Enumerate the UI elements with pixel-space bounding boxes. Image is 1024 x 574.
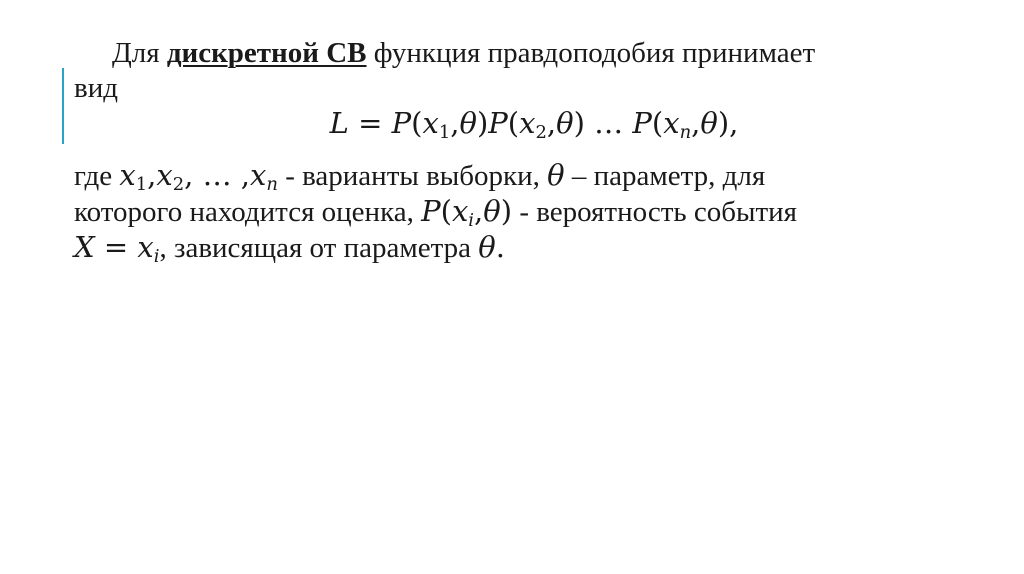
intro-lead-text: Для xyxy=(112,37,167,69)
event-sub-i: i xyxy=(153,246,160,268)
formula-eq: = xyxy=(348,106,392,140)
formula-open-2: ( xyxy=(507,106,520,140)
prob-open: ( xyxy=(440,194,452,228)
where-text: где xyxy=(74,160,120,192)
discrete-rv-emphasis: дискретной СВ xyxy=(166,37,367,69)
list-x1: x xyxy=(119,158,136,192)
formula-sub-n: n xyxy=(679,122,692,144)
formula-open-n: ( xyxy=(651,106,664,140)
intro-continuation xyxy=(74,71,954,106)
intro-line xyxy=(74,36,954,71)
body-line-3 xyxy=(74,230,954,266)
depends-theta: θ xyxy=(478,230,496,264)
list-tail-text: - варианты выборки, xyxy=(277,160,548,192)
prob-theta: θ xyxy=(483,194,501,228)
list-x2: x xyxy=(156,158,173,192)
formula-sub-1: 1 xyxy=(438,122,451,144)
body-line-1 xyxy=(74,158,954,194)
formula-open-1: ( xyxy=(411,106,423,140)
formula-Pn: P xyxy=(632,106,652,140)
estimate-text: которого находится оценка, xyxy=(74,196,422,228)
formula-ellipsis: … xyxy=(584,106,633,140)
accent-bar xyxy=(62,68,64,144)
list-sub-2: 2 xyxy=(172,174,185,196)
final-period: . xyxy=(495,230,505,264)
formula-theta-1: θ xyxy=(459,106,477,140)
list-sub-1: 1 xyxy=(135,174,148,196)
list-sep-3: , xyxy=(240,158,251,192)
list-sub-n: n xyxy=(266,174,278,196)
likelihood-formula xyxy=(74,106,954,142)
slide-content xyxy=(74,36,954,266)
formula-P1: P xyxy=(391,106,412,140)
prob-close: ) xyxy=(500,194,513,228)
list-sep-2: , xyxy=(184,158,194,192)
formula-P2: P xyxy=(488,106,508,140)
list-ellipsis: … xyxy=(193,158,241,192)
prob-sub-i: i xyxy=(468,210,475,232)
formula-close-n: ) xyxy=(717,106,730,140)
prob-comma: , xyxy=(474,194,484,228)
event-X: X xyxy=(74,230,95,264)
param-text: – параметр, для xyxy=(564,160,766,192)
prob-x: x xyxy=(451,194,469,228)
event-eq: = xyxy=(94,230,138,264)
formula-x2: x xyxy=(519,106,536,140)
formula-comma-n: , xyxy=(691,106,701,140)
formula-close-1: ) xyxy=(476,106,489,140)
param-theta: θ xyxy=(547,158,565,192)
formula-L: L xyxy=(329,106,349,140)
list-sep-1: , xyxy=(147,158,157,192)
intro-cont-text: вид xyxy=(74,72,118,104)
event-x: x xyxy=(137,230,154,264)
list-xn: x xyxy=(250,158,267,192)
formula-sub-2: 2 xyxy=(535,122,547,144)
body-line-2 xyxy=(74,194,954,230)
formula-xn: x xyxy=(663,106,680,140)
intro-tail-text: функция правдоподобия принимает xyxy=(366,37,816,69)
formula-x1: x xyxy=(422,106,439,140)
depends-text: , зависящая от параметра xyxy=(159,232,479,264)
formula-comma-2: , xyxy=(546,106,557,140)
formula-theta-n: θ xyxy=(700,106,718,140)
prob-P: P xyxy=(421,194,441,228)
formula-end-comma: , xyxy=(729,106,739,140)
formula-theta-2: θ xyxy=(556,106,574,140)
formula-close-2: ) xyxy=(573,106,585,140)
formula-comma-1: , xyxy=(450,106,460,140)
event-prob-text: - вероятность события xyxy=(512,196,797,228)
